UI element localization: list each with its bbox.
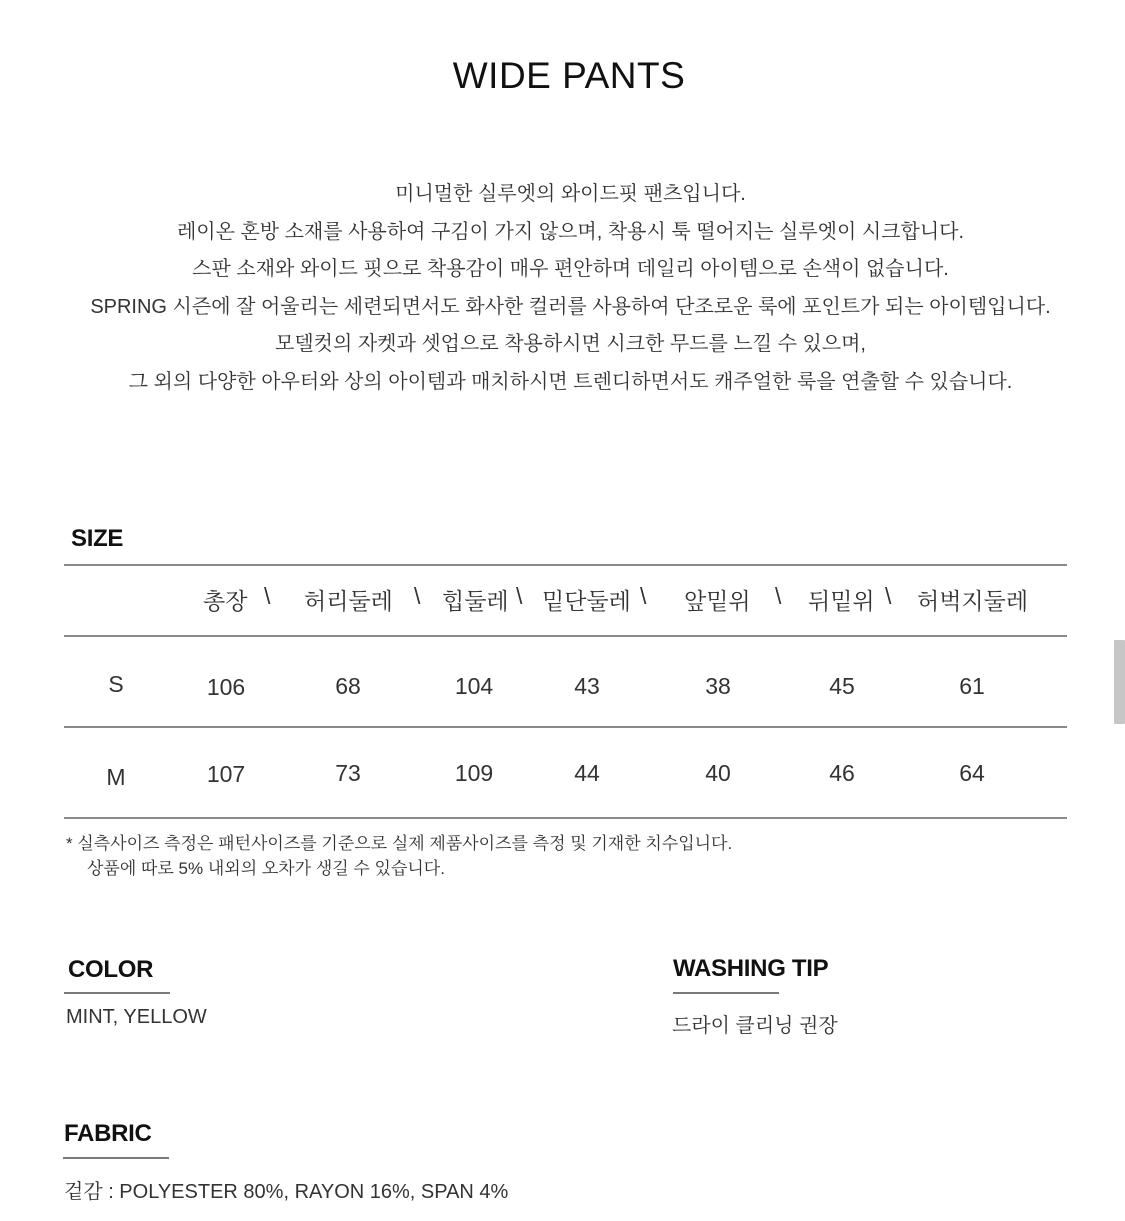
size-cell: S xyxy=(108,671,124,697)
fabric-underline xyxy=(63,1157,169,1159)
value-cell: 44 xyxy=(574,760,600,786)
value-cell: 45 xyxy=(829,673,855,699)
value-cell: 46 xyxy=(829,760,855,786)
header-separator: \ xyxy=(414,583,421,609)
value-cell: 106 xyxy=(206,674,246,700)
value-cell: 109 xyxy=(454,760,494,786)
size-table-top-rule xyxy=(64,564,1067,566)
description-line: 레이온 혼방 소재를 사용하여 구김이 가지 않으며, 착용시 툭 떨어지는 실루엣이 시크합니다. xyxy=(176,220,965,243)
value-cell: 38 xyxy=(705,673,731,699)
value-cell: 68 xyxy=(335,673,361,699)
fabric-section-label: FABRIC xyxy=(64,1120,152,1147)
description-line: 그 외의 다양한 아우터와 상의 아이템과 매치하시면 트렌디하면서도 캐주얼한 룩을 연출할 수 있습니다. xyxy=(128,370,1013,393)
value-cell: 73 xyxy=(335,760,361,786)
value-cell: 61 xyxy=(959,673,985,699)
size-note xyxy=(66,831,732,881)
header-separator: \ xyxy=(885,583,892,609)
header-separator: \ xyxy=(516,583,523,609)
header-separator: \ xyxy=(775,583,782,609)
product-title: WIDE PANTS xyxy=(452,55,686,96)
value-cell: 107 xyxy=(206,761,246,787)
description-line: SPRING 시즌에 잘 어울리는 세련되면서도 화사한 컬러를 사용하여 단조로운 룩에 포인트가 되는 아이템입니다. xyxy=(90,295,1051,318)
vertical-scrollbar-thumb[interactable] xyxy=(1114,640,1125,724)
header-back-rise: 뒤밑위 xyxy=(808,588,875,614)
value-cell: 64 xyxy=(959,760,985,786)
value-cell: 40 xyxy=(705,760,731,786)
header-thigh: 허벅지둘레 xyxy=(917,588,1029,614)
size-table-header-rule xyxy=(64,635,1067,637)
color-section-label: COLOR xyxy=(68,956,154,983)
header-hem: 밑단둘레 xyxy=(542,588,631,614)
value-cell: 104 xyxy=(454,673,494,699)
size-cell: M xyxy=(106,764,126,790)
size-section-label: SIZE xyxy=(71,525,124,552)
washing-tip-section-label: WASHING TIP xyxy=(673,955,829,982)
fabric-value: 겉감 : POLYESTER 80%, RAYON 16%, SPAN 4% xyxy=(64,1181,509,1203)
header-hip: 힙둘레 xyxy=(442,588,509,614)
size-table-bottom-rule xyxy=(64,817,1067,819)
header-waist: 허리둘레 xyxy=(304,588,393,614)
color-underline xyxy=(64,992,170,994)
header-total-length: 총장 xyxy=(203,588,248,614)
size-note-line: * 실측사이즈 측정은 패턴사이즈를 기준으로 실제 제품사이즈를 측정 및 기재한 치수입니다. xyxy=(66,834,733,853)
washing-tip-value: 드라이 클리닝 권장 xyxy=(672,1015,838,1037)
washing-tip-underline xyxy=(673,992,779,994)
description-line: 모델컷의 자켓과 셋업으로 착용하시면 시크한 무드를 느낄 수 있으며, xyxy=(275,333,866,355)
color-value: MINT, YELLOW xyxy=(66,1006,207,1028)
description-line: 미니멀한 실루엣의 와이드핏 팬츠입니다. xyxy=(395,183,746,205)
value-cell: 43 xyxy=(574,673,600,699)
size-table-row-rule xyxy=(64,726,1067,728)
header-front-rise: 앞밑위 xyxy=(684,588,751,614)
size-note-line: 상품에 따로 5% 내외의 오차가 생길 수 있습니다. xyxy=(87,859,445,878)
header-separator: \ xyxy=(640,583,647,609)
description-line: 스판 소재와 와이드 핏으로 착용감이 매우 편안하며 데일리 아이템으로 손색이 없습니다. xyxy=(192,258,949,280)
product-description xyxy=(0,176,1125,401)
header-separator: \ xyxy=(264,583,271,609)
